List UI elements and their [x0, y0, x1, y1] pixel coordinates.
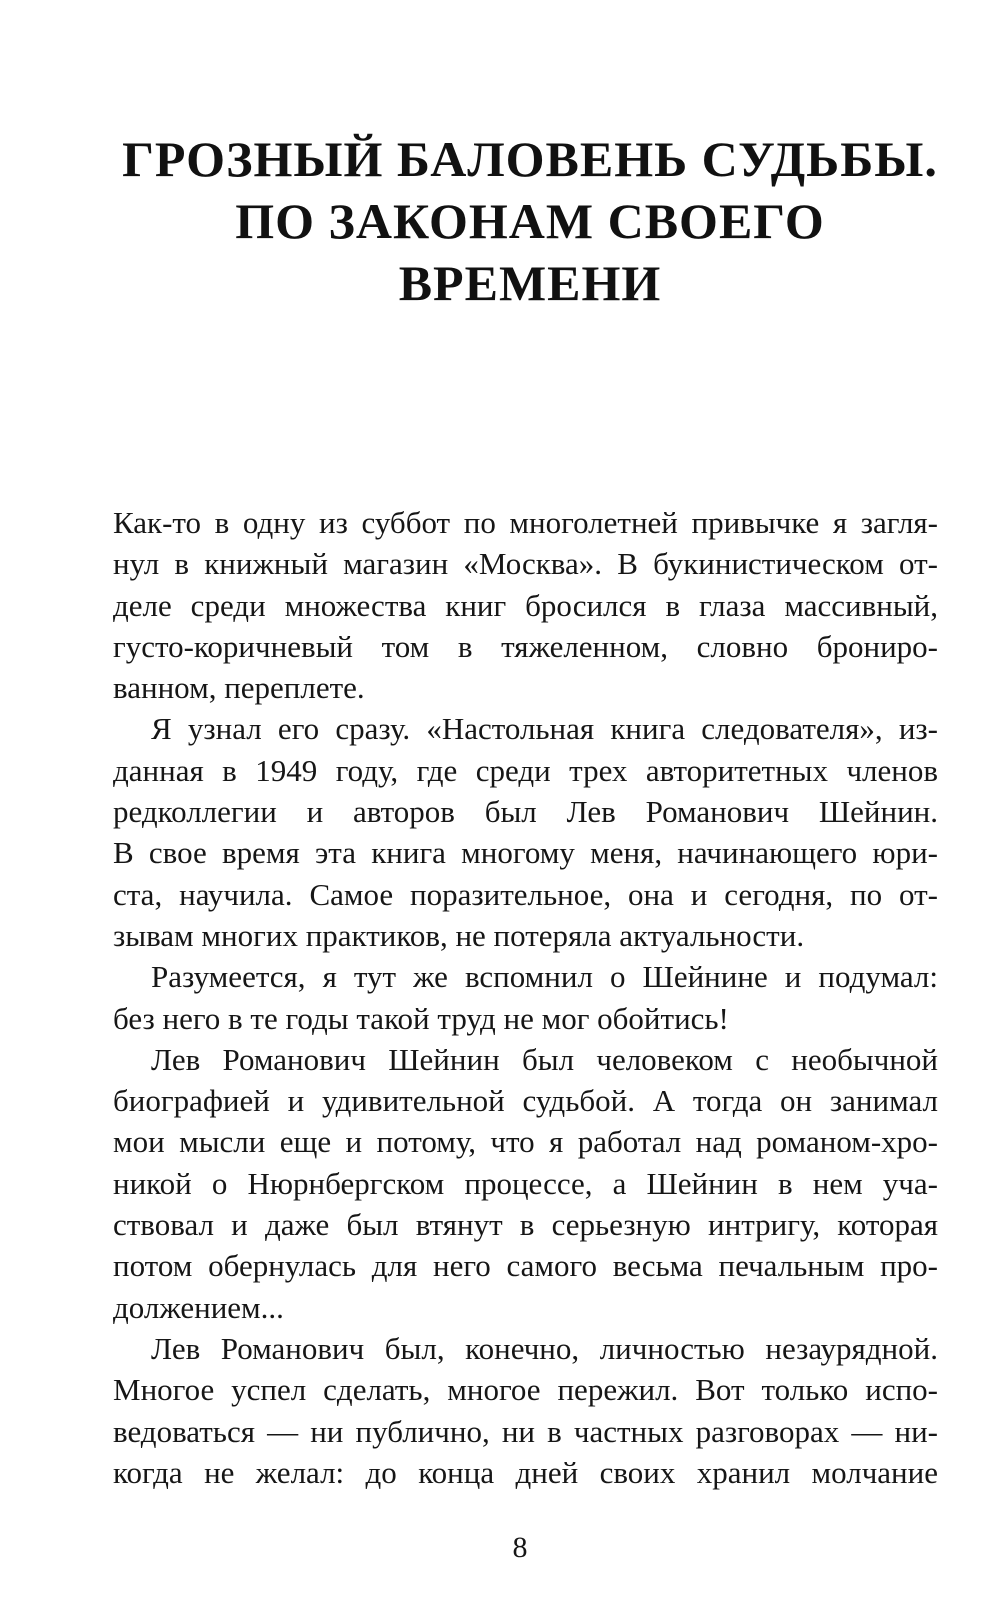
text-line: Я узнал его сразу. «Настольная книга следователя», из-: [151, 711, 938, 747]
text-line: нул в книжный магазин «Москва». В букинистическом от-: [113, 546, 938, 582]
text-line: ста, научила. Самое поразительное, она и сегодня, по от-: [113, 876, 938, 912]
text-line: когда не желал: до конца дней своих хранил молчание: [113, 1454, 938, 1490]
text-line: Лев Романович был, конечно, личностью незаурядной.: [151, 1330, 938, 1366]
chapter-title: [110, 128, 950, 314]
paragraph-2: [113, 708, 938, 956]
text-line: зывам многих практиков, не потеряла актуальности.: [113, 917, 805, 953]
text-line: Лев Романович Шейнин был человеком с необычной: [151, 1041, 938, 1077]
text-line: никой о Нюрнбергском процессе, а Шейнин в нем уча-: [113, 1165, 938, 1201]
text-line: биографией и удивительной судьбой. А тогда он занимал: [113, 1083, 938, 1119]
text-line: густо-коричневый том в тяжеленном, словно брониро-: [113, 628, 938, 664]
text-line: деле среди множества книг бросился в глаза массивный,: [113, 587, 938, 623]
text-line: ствовал и даже был втянут в серьезную интригу, которая: [113, 1207, 938, 1243]
text-line: мои мысли еще и потому, что я работал над романом-хро-: [113, 1124, 938, 1160]
paragraph-1: [113, 502, 938, 708]
text-line: должением...: [113, 1289, 284, 1325]
text-line: ведоваться — ни публично, ни в частных разговорах — ни-: [113, 1413, 938, 1449]
chapter-title-line-1: ГРОЗНЫЙ БАЛОВЕНЬ СУДЬБЫ.: [122, 131, 938, 187]
text-line: В свое время эта книга многому меня, начинающего юри-: [113, 835, 938, 871]
paragraph-4: [113, 1039, 938, 1328]
paragraph-3: [113, 956, 938, 1039]
text-line: Многое успел сделать, многое пережил. Вот только испо-: [113, 1372, 938, 1408]
text-line: потом обернулась для него самого весьма печальным про-: [113, 1248, 938, 1284]
text-line: редколлегии и авторов был Лев Романович Шейнин.: [113, 794, 938, 830]
text-line: без него в те годы такой труд не мог обойтись!: [113, 1000, 729, 1036]
text-line: Как-то в одну из суббот по многолетней привычке я загля-: [113, 505, 938, 540]
text-line: данная в 1949 году, где среди трех авторитетных членов: [113, 752, 938, 788]
text-line: ванном, переплете.: [113, 670, 365, 706]
page-number: 8: [512, 1531, 528, 1564]
text-line: Разумеется, я тут же вспомнил о Шейнине и подумал:: [151, 959, 938, 995]
paragraph-5: [113, 1328, 938, 1493]
body-text: [113, 502, 938, 1493]
chapter-title-line-2: ПО ЗАКОНАМ СВОЕГО ВРЕМЕНИ: [235, 193, 825, 311]
